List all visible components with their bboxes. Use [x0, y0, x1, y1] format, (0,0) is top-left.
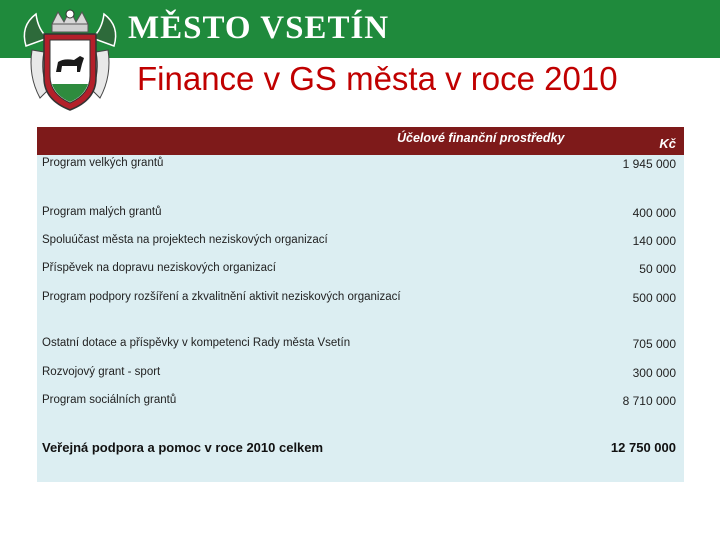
- slide-title: Finance v GS města v roce 2010: [137, 60, 618, 97]
- row-amount: 705 000: [632, 337, 676, 351]
- total-label: Veřejná podpora a pomoc v roce 2010 celkem: [42, 440, 324, 455]
- total-amount: 12 750 000: [610, 440, 676, 455]
- row-label: Program velkých grantů: [42, 157, 164, 169]
- row-label: Program sociálních grantů: [42, 394, 177, 406]
- row-label: Rozvojový grant - sport: [42, 366, 161, 378]
- table-row: [37, 157, 684, 175]
- table-row: [37, 366, 684, 384]
- row-amount: 1 945 000: [622, 157, 676, 171]
- table-row: [37, 291, 684, 309]
- row-label: Program malých grantů: [42, 206, 162, 218]
- table-row: [37, 262, 684, 280]
- table-row: [37, 394, 684, 412]
- row-amount: 300 000: [632, 366, 676, 380]
- row-amount: 8 710 000: [622, 394, 676, 408]
- row-amount: 500 000: [632, 291, 676, 305]
- column-header-unit: Kč: [659, 136, 676, 151]
- row-amount: 400 000: [632, 206, 676, 220]
- vsetin-coat-of-arms-icon: [18, 6, 122, 114]
- finance-table: [37, 127, 684, 482]
- table-header: [37, 127, 684, 155]
- row-label: Program podpory rozšíření a zkvalitnění aktivit neziskových organizací: [42, 291, 401, 303]
- table-row: [37, 234, 684, 252]
- row-amount: 140 000: [632, 234, 676, 248]
- table-row: [37, 206, 684, 224]
- row-label: Příspěvek na dopravu neziskových organizací: [42, 262, 276, 274]
- city-name: MĚSTO VSETÍN: [128, 10, 390, 46]
- column-header-purpose: Účelové finanční prostředky: [397, 131, 565, 145]
- total-row: [37, 440, 684, 458]
- row-amount: 50 000: [639, 262, 676, 276]
- row-label: Spoluúčast města na projektech neziskových organizací: [42, 234, 328, 246]
- row-label: Ostatní dotace a příspěvky v kompetenci Rady města Vsetín: [42, 337, 351, 349]
- table-row: [37, 337, 684, 355]
